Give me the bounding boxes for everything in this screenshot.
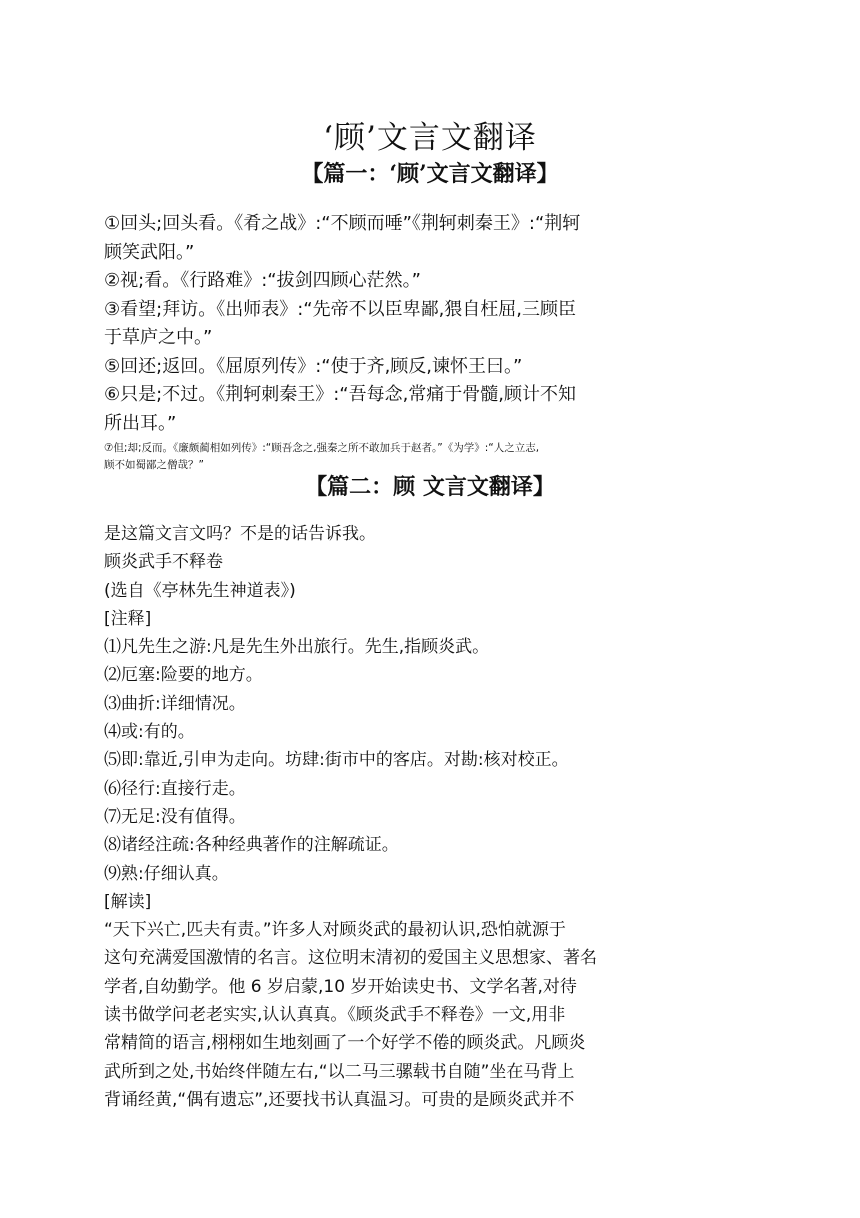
text-line: ⑤回还;返回。《屈原列传》:“使于齐,顾反,谏怀王曰。”: [104, 355, 523, 377]
text-line: 学者,自幼勤学。他 6 岁启蒙,10 岁开始读史书、文学名著,对待: [104, 976, 577, 997]
text-line: 读书做学问老老实实,认认真真。《顾炎武手不释卷》一文,用非: [104, 1005, 566, 1026]
text-line: ⑥只是;不过。《荆轲刺秦王》:“吾每念,常痛于骨髓,顾计不知: [104, 384, 577, 405]
small-text-line: 顾不如蜀鄙之僧哉？”: [104, 459, 204, 471]
text-line: 于草庐之中。”: [104, 327, 213, 348]
text-line: 常精简的语言,栩栩如生地刻画了一个好学不倦的顾炎武。凡顾炎: [104, 1033, 586, 1054]
section1-heading: 【篇一：‘顾’文言文翻译】: [301, 161, 559, 187]
text-line: (选自《亭林先生神道表》): [104, 580, 296, 601]
text-line: ②视;看。《行路难》:“拔剑四顾心茫然。”: [104, 270, 421, 291]
text-line: ①回头;回头看。《肴之战》:“不顾而唾”《荆轲刺秦王》:“荆轲: [104, 213, 581, 234]
text-line: ⑹径行:直接行走。: [104, 778, 246, 799]
section1-body: [104, 210, 724, 474]
text-line: 背诵经黄,“偶有遗忘”,还要找书认真温习。可贵的是顾炎武并不: [104, 1089, 575, 1110]
text-line: 所出耳。”: [104, 412, 177, 434]
text-line: ⑺无足:没有值得。: [104, 806, 246, 827]
document-title: ‘顾’文言文翻译: [323, 120, 537, 156]
text-line: ⑼熟:仔细认真。: [104, 863, 229, 884]
text-line: ⑷或:有的。: [104, 722, 195, 743]
text-line: 是这篇文言文吗？不是的话告诉我。: [104, 524, 376, 544]
text-line: ⑵厄塞:险要的地方。: [104, 665, 263, 686]
section2-heading: 【篇二：顾 文言文翻译】: [305, 475, 555, 500]
text-line: 顾笑武阳。”: [104, 241, 195, 263]
text-line: 顾炎武手不释卷: [104, 552, 223, 573]
text-line: ⑸即:靠近,引申为走向。坊肆:街市中的客店。对勘:核对校正。: [104, 750, 569, 771]
text-line: ⑴凡先生之游:凡是先生外出旅行。先生,指顾炎武。: [104, 637, 490, 658]
text-line: “天下兴亡,匹夫有责。”许多人对顾炎武的最初认识,恐怕就源于: [104, 920, 566, 941]
text-line: ⑻诸经注疏:各种经典著作的注解疏证。: [104, 835, 399, 856]
text-line: ⑶曲折:详细情况。: [104, 693, 246, 714]
text-line: [注释]: [104, 608, 152, 629]
text-line: [解读]: [104, 891, 152, 912]
small-text-line: ⑦但;却;反而。《廉颇蔺相如列传》:“顾吾念之,强秦之所不敢加兵于赵者。”《为学》:“人之立志,: [104, 442, 540, 454]
text-line: 武所到之处,书始终伴随左右,“以二马三骡载书自随”坐在马背上: [104, 1061, 575, 1082]
text-line: 这句充满爱国激情的名言。这位明末清初的爱国主义思想家、著名: [104, 948, 597, 969]
section2-body: [104, 520, 744, 1114]
text-line: ③看望;拜访。《出师表》:“先帝不以臣卑鄙,猥自枉屈,三顾臣: [104, 298, 577, 320]
